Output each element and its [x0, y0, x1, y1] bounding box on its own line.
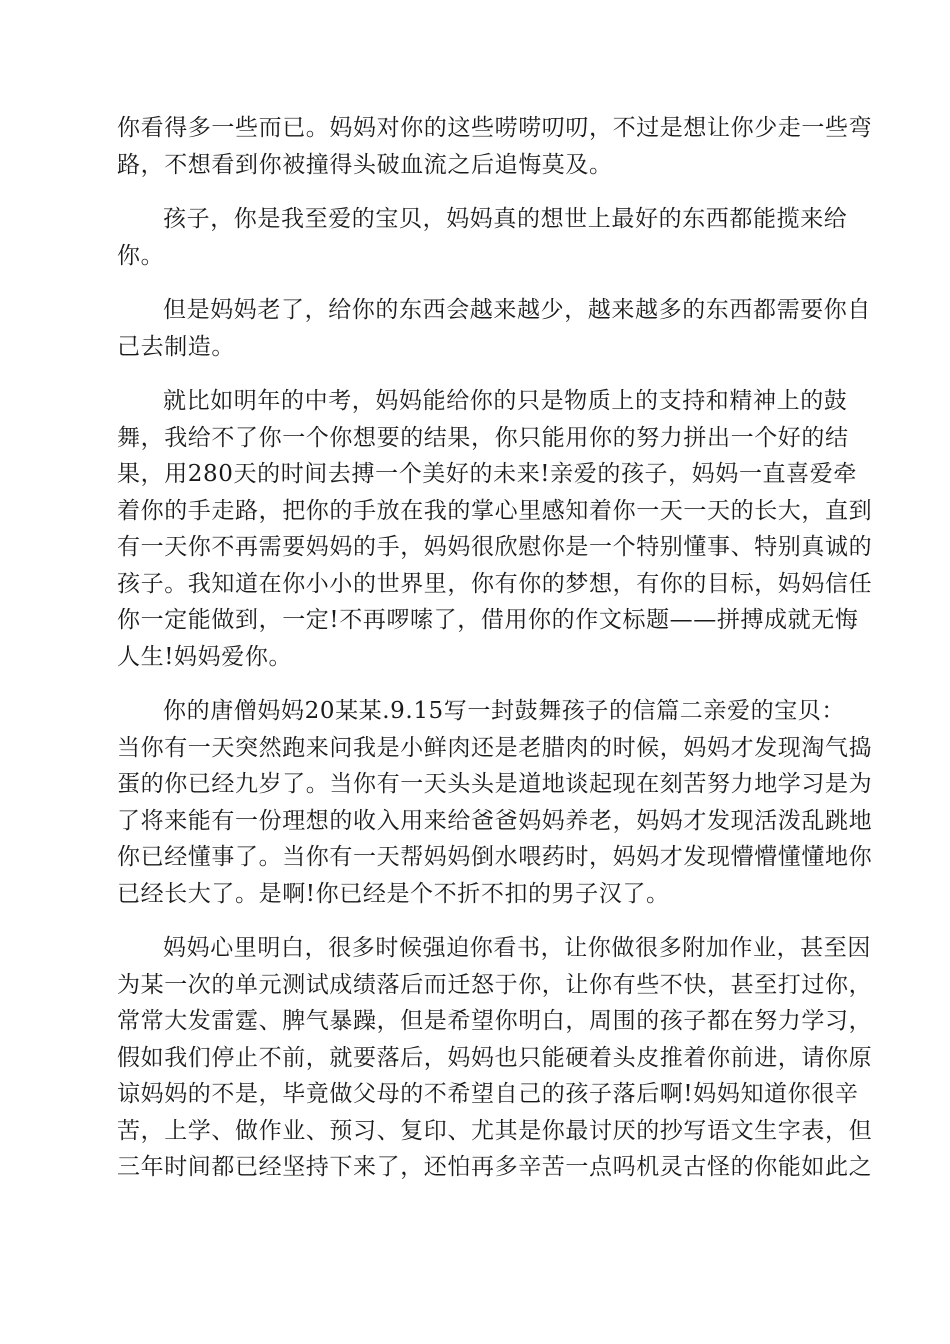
- text-line: 就比如明年的中考，妈妈能给你的只是物质上的支持和精神上的鼓: [163, 388, 848, 414]
- paragraph-2: [117, 201, 848, 274]
- text-line: 着你的手走路，把你的手放在我的掌心里感知着你一天一天的长大，直到: [117, 497, 873, 524]
- text-line: 常常大发雷霆、脾气暴躁，但是希望你明白，周围的孩子都在努力学习，: [117, 1008, 873, 1034]
- paragraph-5: [117, 693, 873, 912]
- text-line: 孩子。我知道在你小小的世界里，你有你的梦想，有你的目标，妈妈信任: [117, 570, 873, 597]
- document-body: [117, 110, 873, 1204]
- text-line: 果，用280天的时间去搏一个美好的未来!亲爱的孩子，妈妈一直喜爱牵: [117, 461, 857, 487]
- text-line: 你的唐僧妈妈20某某.9.15写一封鼓舞孩子的信篇二亲爱的宝贝：: [163, 698, 845, 724]
- text-line: 蛋的你已经九岁了。当你有一天头头是道地谈起现在刻苦努力地学习是为: [117, 771, 873, 797]
- text-line: 苦，上学、做作业、预习、复印、尤其是你最讨厌的抄写语文生字表，但: [117, 1117, 873, 1144]
- paragraph-6: [117, 930, 873, 1186]
- text-line: 了将来能有一份理想的收入用来给爸爸妈妈养老，妈妈才发现活泼乱跳地: [117, 807, 873, 834]
- text-line: 孩子，你是我至爱的宝贝，妈妈真的想世上最好的东西都能揽来给: [163, 206, 848, 232]
- text-line: 己去制造。: [117, 333, 235, 360]
- paragraph-3: [117, 292, 871, 365]
- text-line: 舞，我给不了你一个你想要的结果，你只能用你的努力拼出一个好的结: [117, 424, 849, 451]
- text-line: 妈妈心里明白，很多时候强迫你看书，让你做很多附加作业，甚至因: [163, 935, 871, 961]
- text-line: 假如我们停止不前，就要落后，妈妈也只能硬着头皮推着你前进，请你原: [117, 1044, 873, 1071]
- text-line: 谅妈妈的不是，毕竟做父母的不希望自己的孩子落后啊!妈妈知道你很辛: [117, 1081, 859, 1107]
- text-line: 你看得多一些而已。妈妈对你的这些唠唠叨叨，不过是想让你少走一些弯: [117, 115, 873, 141]
- text-line: 为某一次的单元测试成绩落后而迁怒于你，让你有些不快，甚至打过你，: [117, 971, 873, 998]
- text-line: 但是妈妈老了，给你的东西会越来越少，越来越多的东西都需要你自: [163, 297, 871, 323]
- text-line: 人生!妈妈爱你。: [117, 643, 293, 670]
- text-line: 你一定能做到，一定!不再啰嗦了，借用你的作文标题——拼搏成就无悔: [117, 607, 859, 633]
- text-line: 你。: [117, 242, 165, 269]
- text-line: 有一天你不再需要妈妈的手，妈妈很欣慰你是一个特别懂事、特别真诚的: [117, 534, 873, 560]
- paragraph-4: [117, 383, 873, 675]
- text-line: 路，不想看到你被撞得头破血流之后追悔莫及。: [117, 151, 613, 178]
- paragraph-1: [117, 110, 873, 183]
- text-line: 你已经懂事了。当你有一天帮妈妈倒水喂药时，妈妈才发现懵懵懂懂地你: [117, 844, 873, 870]
- text-line: 三年时间都已经坚持下来了，还怕再多辛苦一点吗机灵古怪的你能如此之: [117, 1154, 873, 1180]
- text-line: 当你有一天突然跑来问我是小鲜肉还是老腊肉的时候，妈妈才发现淘气捣: [117, 734, 873, 761]
- text-line: 已经长大了。是啊!你已经是个不折不扣的男子汉了。: [117, 880, 670, 907]
